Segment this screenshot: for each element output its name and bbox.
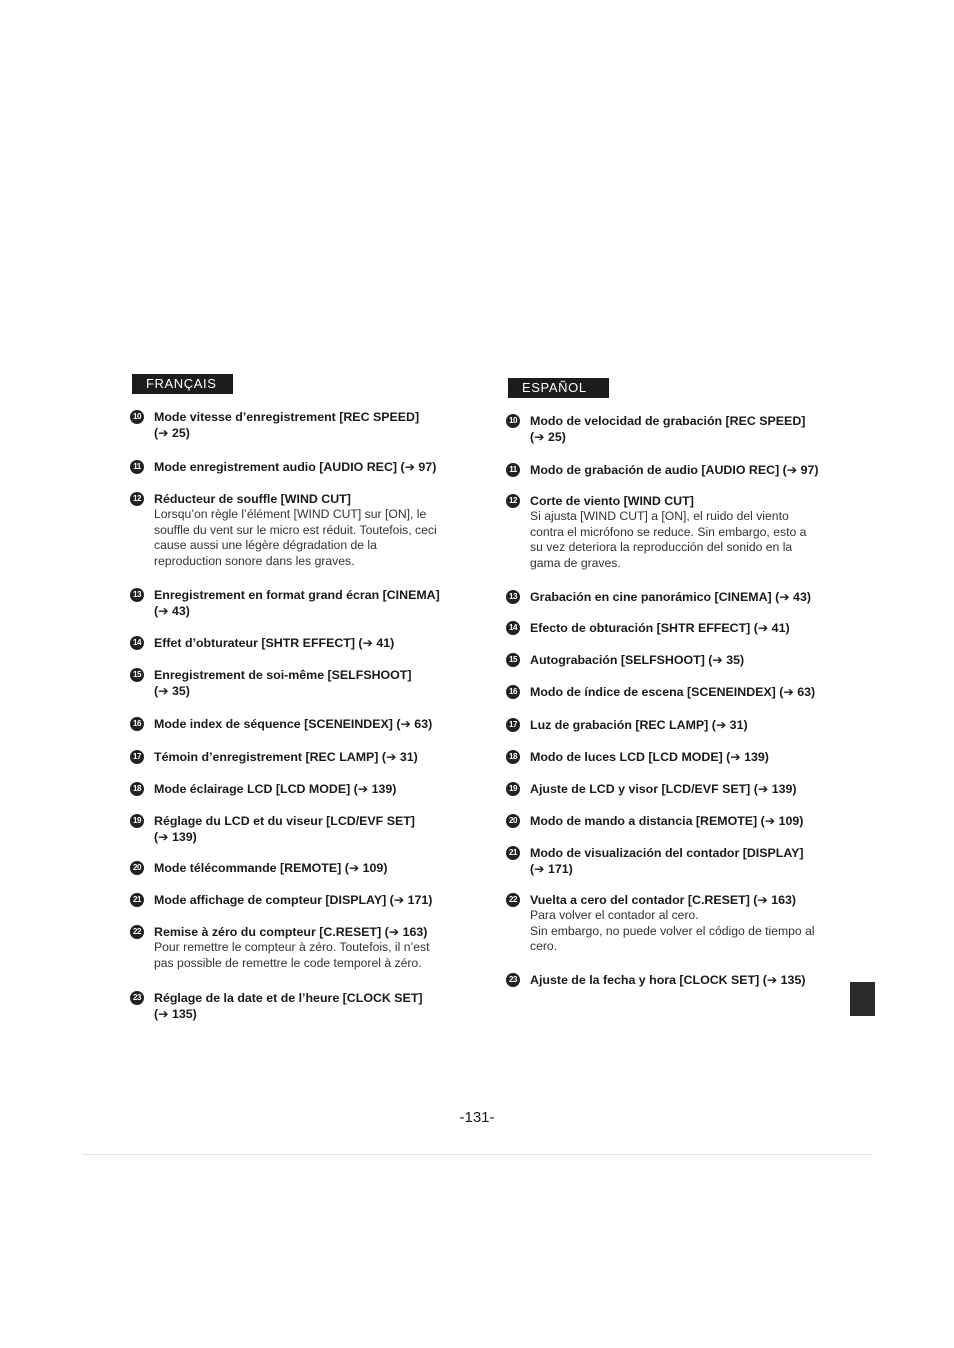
item-heading: Efecto de obturación [SHTR EFFECT] (➔ 41) <box>530 621 790 635</box>
circled-number: 11 <box>130 460 144 474</box>
list-item <box>506 813 836 829</box>
list-item <box>506 589 836 605</box>
list-item <box>506 972 836 988</box>
page-number: -131- <box>459 1109 495 1126</box>
circled-number: 17 <box>506 718 520 732</box>
item-heading: Ajuste de LCD y visor [LCD/EVF SET] (➔ 139) <box>530 782 797 796</box>
circled-number: 18 <box>130 782 144 796</box>
list-item <box>130 409 460 441</box>
list-item <box>506 749 836 765</box>
circled-number: 23 <box>130 991 144 1005</box>
list-item <box>506 493 836 571</box>
item-heading: Vuelta a cero del contador [C.RESET] (➔ 163) <box>530 893 797 907</box>
list-item <box>130 667 460 699</box>
item-heading: Modo de índice de escena [SCENEINDEX] (➔ 63) <box>530 685 816 699</box>
item-heading: Modo de luces LCD [LCD MODE] (➔ 139) <box>530 750 769 764</box>
item-heading: Modo de velocidad de grabación [REC SPEED] (➔ 25) <box>530 414 806 444</box>
item-heading: Mode affichage de compteur [DISPLAY] (➔ 171) <box>154 893 433 907</box>
circled-number: 10 <box>506 414 520 428</box>
circled-number: 12 <box>506 494 520 508</box>
item-heading: Témoin d’enregistrement [REC LAMP] (➔ 31) <box>154 750 418 764</box>
circled-number: 13 <box>506 590 520 604</box>
circled-number: 12 <box>130 492 144 506</box>
list-item <box>130 892 460 908</box>
item-heading: Mode vitesse d’enregistrement [REC SPEED] (➔ 25) <box>154 410 420 440</box>
circled-number: 15 <box>506 653 520 667</box>
item-heading: Grabación en cine panorámico [CINEMA] (➔ 43) <box>530 590 811 604</box>
list-item <box>506 781 836 797</box>
item-description: Lorsqu’on règle l’élément [WIND CUT] sur [ON], le souffle du vent sur le micro est réduit. Toutefois, ceci cause aussi une légère dégradation de la reproduction sonore dans les graves. <box>154 507 437 568</box>
list-item <box>130 491 460 569</box>
item-description: Para volver el contador al cero. Sin embargo, no puede volver el código de tiempo al cero. <box>530 908 815 954</box>
item-heading: Réglage de la date et de l’heure [CLOCK SET] (➔ 135) <box>154 991 423 1021</box>
list-item <box>130 781 460 797</box>
item-heading: Ajuste de la fecha y hora [CLOCK SET] (➔ 135) <box>530 973 806 987</box>
circled-number: 16 <box>506 685 520 699</box>
circled-number: 15 <box>130 668 144 682</box>
item-heading: Mode index de séquence [SCENEINDEX] (➔ 63) <box>154 717 433 731</box>
list-item <box>130 635 460 651</box>
list-item <box>506 413 836 445</box>
list-item <box>506 845 836 877</box>
circled-number: 19 <box>130 814 144 828</box>
circled-number: 11 <box>506 463 520 477</box>
bottom-divider <box>82 1154 872 1155</box>
list-item <box>506 717 836 733</box>
circled-number: 21 <box>506 846 520 860</box>
item-heading: Effet d’obturateur [SHTR EFFECT] (➔ 41) <box>154 636 395 650</box>
item-heading: Modo de mando a distancia [REMOTE] (➔ 109) <box>530 814 804 828</box>
circled-number: 22 <box>506 893 520 907</box>
list-item <box>506 892 836 955</box>
circled-number: 20 <box>506 814 520 828</box>
language-label-spanish: ESPAÑOL <box>508 378 609 398</box>
list-item <box>130 860 460 876</box>
list-item <box>506 684 836 700</box>
item-heading: Réglage du LCD et du viseur [LCD/EVF SET] (➔ 139) <box>154 814 415 844</box>
circled-number: 16 <box>130 717 144 731</box>
list-item <box>130 813 460 845</box>
item-heading: Modo de visualización del contador [DISPLAY] (➔ 171) <box>530 846 804 876</box>
item-description: Si ajusta [WIND CUT] a [ON], el ruido del viento contra el micrófono se reduce. Sin embargo, esto a su vez deteriora la reproducción del sonido en la gama de graves. <box>530 509 807 570</box>
item-heading: Réducteur de souffle [WIND CUT] <box>154 492 351 506</box>
list-item <box>130 749 460 765</box>
circled-number: 21 <box>130 893 144 907</box>
circled-number: 20 <box>130 861 144 875</box>
item-heading: Corte de viento [WIND CUT] <box>530 494 694 508</box>
list-item <box>130 924 460 971</box>
circled-number: 19 <box>506 782 520 796</box>
item-heading: Mode enregistrement audio [AUDIO REC] (➔ 97) <box>154 460 437 474</box>
list-item <box>130 459 460 475</box>
list-item <box>130 716 460 732</box>
list-item <box>506 462 836 478</box>
list-item <box>506 620 836 636</box>
section-thumb-tab <box>850 982 875 1016</box>
list-item <box>130 587 460 619</box>
list-item <box>506 652 836 668</box>
item-description: Pour remettre le compteur à zéro. Toutefois, il n’est pas possible de remettre le code temporel à zéro. <box>154 940 430 970</box>
item-heading: Remise à zéro du compteur [C.RESET] (➔ 163) <box>154 925 428 939</box>
circled-number: 23 <box>506 973 520 987</box>
item-heading: Autograbación [SELFSHOOT] (➔ 35) <box>530 653 745 667</box>
item-heading: Enregistrement de soi-même [SELFSHOOT] (➔ 35) <box>154 668 412 698</box>
item-heading: Luz de grabación [REC LAMP] (➔ 31) <box>530 718 748 732</box>
item-heading: Mode télécommande [REMOTE] (➔ 109) <box>154 861 388 875</box>
item-heading: Mode éclairage LCD [LCD MODE] (➔ 139) <box>154 782 397 796</box>
circled-number: 18 <box>506 750 520 764</box>
circled-number: 14 <box>506 621 520 635</box>
circled-number: 22 <box>130 925 144 939</box>
item-heading: Modo de grabación de audio [AUDIO REC] (➔ 97) <box>530 463 819 477</box>
item-heading: Enregistrement en format grand écran [CINEMA] (➔ 43) <box>154 588 440 618</box>
circled-number: 10 <box>130 410 144 424</box>
circled-number: 14 <box>130 636 144 650</box>
circled-number: 17 <box>130 750 144 764</box>
list-item <box>130 990 460 1022</box>
circled-number: 13 <box>130 588 144 602</box>
language-label-french: FRANÇAIS <box>132 374 233 394</box>
